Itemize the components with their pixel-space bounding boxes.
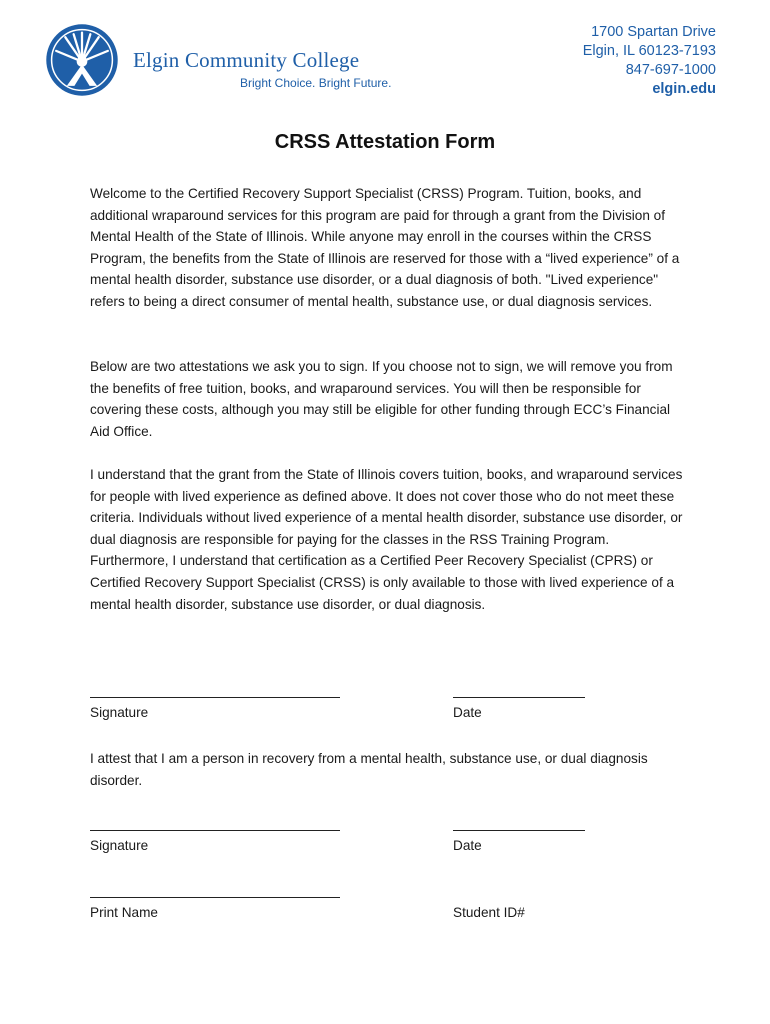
signature-line-1[interactable] — [90, 697, 340, 698]
instructions-paragraph: Below are two attestations we ask you to sign. If you choose not to sign, we will remove you from the benefits of free tuition, books, and wraparound services. You will then be responsible for covering these costs, although you may still be eligible for other funding through ECC’s Financial Aid Office. — [90, 359, 673, 439]
signature-label-1: Signature — [90, 705, 149, 720]
student-id-label: Student ID# — [453, 905, 525, 920]
understanding-paragraph: I understand that the grant from the State of Illinois covers tuition, books, and wraparound services for people with lived experience as defined above. It does not cover those who do not meet these criteria. Individuals without lived experience of a mental health disorder, substance use disorder, or dual diagnosis are responsible for paying for the classes in the RSS Training Program. Furthermore, I understand that certification as a Certified Peer Recovery Specialist (CPRS) or Certified Recovery Support Specialist (CRSS) is only available to those with lived experience of a mental health disorder, substance use disorder, or dual diagnosis. — [90, 467, 683, 612]
college-tagline: Bright Choice. Bright Future. — [240, 76, 392, 90]
date-label-2: Date — [453, 838, 482, 853]
signature-line-2[interactable] — [90, 830, 340, 831]
address-phone: 847-697-1000 — [625, 62, 716, 78]
college-address — [583, 23, 716, 99]
intro-paragraph: Welcome to the Certified Recovery Support Specialist (CRSS) Program. Tuition, books, and additional wraparound services for this program are paid for through a grant from the Division of Mental Health of the State of Illinois. While anyone may enroll in the courses within the CRSS Program, the benefits from the State of Illinois are reserved for those with a “lived experience” of a mental health disorder, substance use disorder, or a dual diagnosis of both. "Lived experience" refers to being a direct consumer of mental health, substance use, or dual diagnosis services. — [90, 186, 680, 309]
date-line-1[interactable] — [453, 697, 585, 698]
address-city: Elgin, IL 60123-7193 — [582, 43, 716, 59]
date-line-2[interactable] — [453, 830, 585, 831]
signature-label-2: Signature — [90, 838, 149, 853]
attestation-paragraph: I attest that I am a person in recovery from a mental health, substance use, or dual diagnosis disorder. — [90, 751, 648, 788]
address-website: elgin.edu — [652, 81, 716, 97]
form-title: CRSS Attestation Form — [274, 131, 496, 153]
print-name-line[interactable] — [90, 897, 340, 898]
print-name-label: Print Name — [90, 905, 158, 920]
college-name: Elgin Community College — [133, 48, 360, 72]
college-logo-icon — [44, 22, 120, 98]
address-street: 1700 Spartan Drive — [591, 24, 716, 40]
date-label-1: Date — [453, 705, 482, 720]
